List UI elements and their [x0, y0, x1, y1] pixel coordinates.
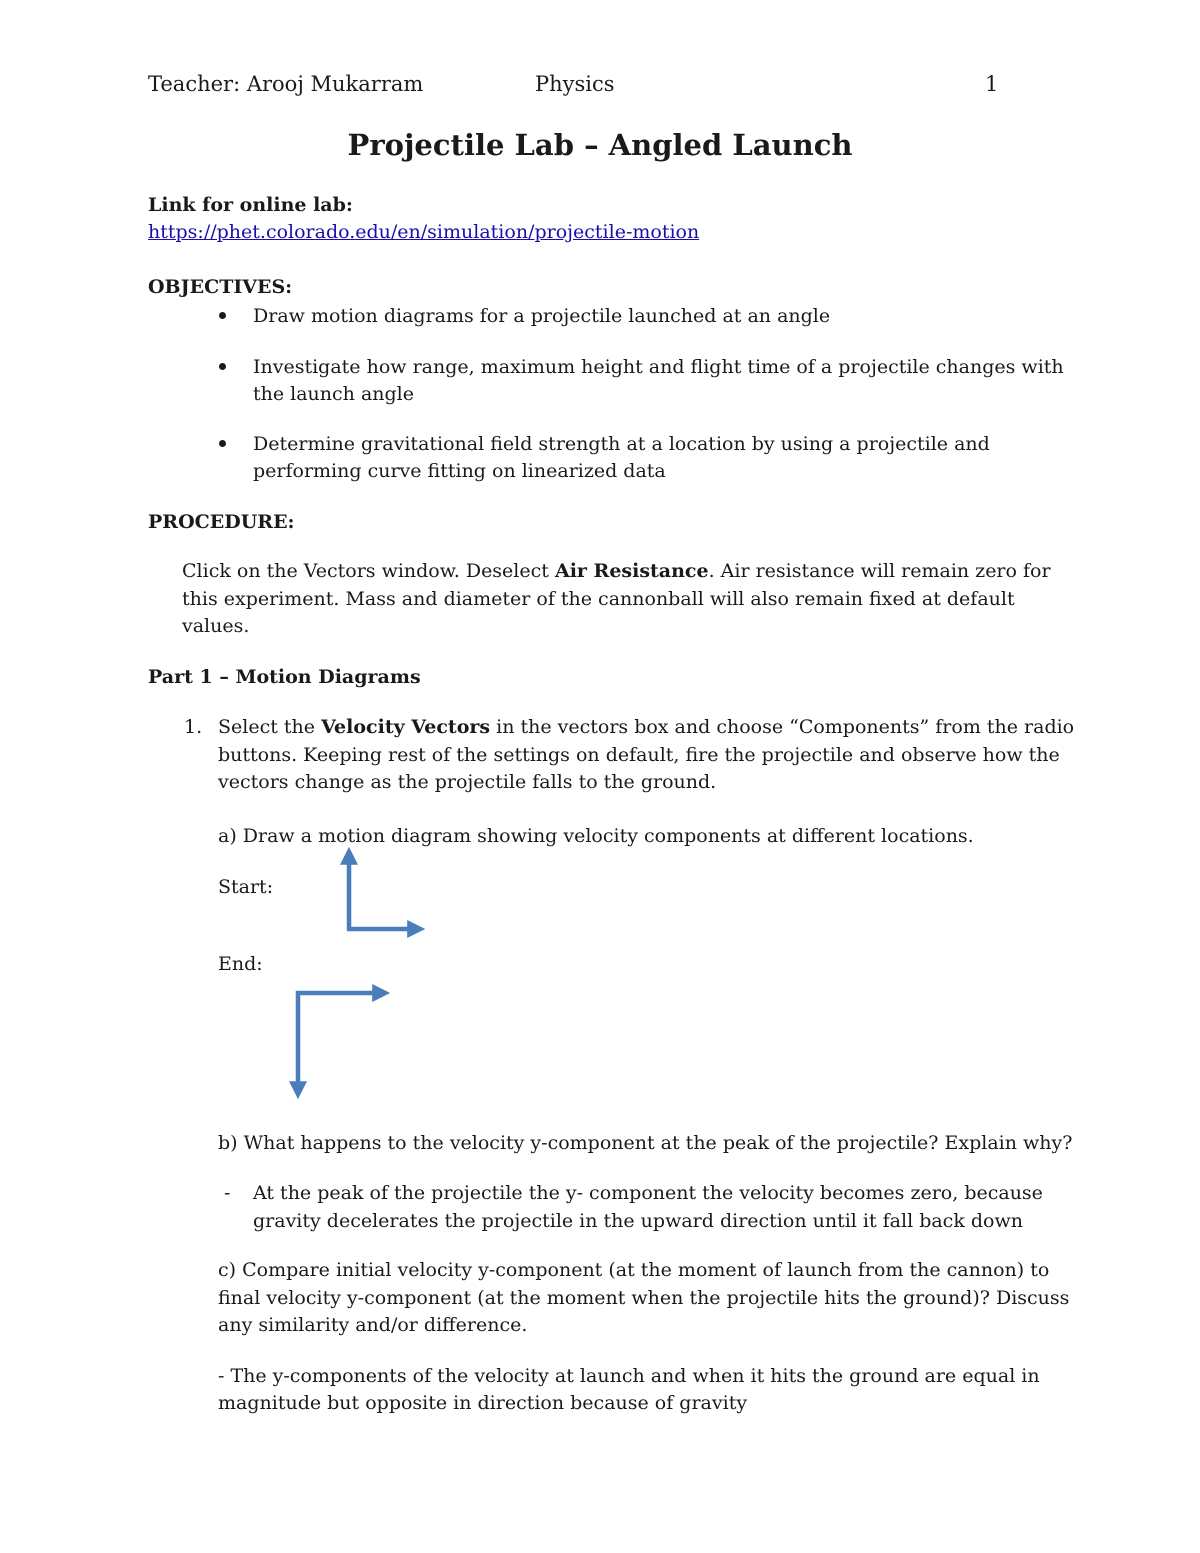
page-title: Projectile Lab – Angled Launch — [347, 128, 853, 162]
end-label: End: — [218, 953, 263, 975]
question-b: b) What happens to the velocity y-component at the peak of the projectile? Explain why? — [218, 1132, 1073, 1154]
link-label: Link for online lab: — [148, 194, 353, 216]
answer-b-dash: - — [224, 1182, 231, 1204]
bullet-icon — [219, 440, 226, 447]
simulation-link[interactable]: https://phet.colorado.edu/en/simulation/projectile-motion — [148, 221, 700, 243]
step-line-3: vectors change as the projectile falls to the ground. — [218, 771, 717, 793]
procedure-heading: PROCEDURE: — [148, 511, 295, 533]
header-subject: Physics — [535, 72, 615, 96]
answer-c-line-2: magnitude but opposite in direction because of gravity — [218, 1392, 748, 1414]
objective-1-line-1: Draw motion diagrams for a projectile launched at an angle — [253, 305, 831, 327]
start-label: Start: — [218, 876, 274, 898]
question-c-line-1: c) Compare initial velocity y-component (at the moment of launch from the cannon) to — [218, 1259, 1050, 1281]
step-line-1: Select the Velocity Vectors in the vectors box and choose “Components” from the radio — [218, 716, 1075, 738]
objective-2-line-2: the launch angle — [253, 383, 414, 405]
answer-b-line-2: gravity decelerates the projectile in the upward direction until it fall back down — [253, 1210, 1023, 1232]
procedure-line-3: values. — [182, 615, 250, 637]
question-c-line-3: any similarity and/or difference. — [218, 1314, 528, 1336]
objective-3-line-2: performing curve fitting on linearized data — [253, 460, 666, 482]
step-number: 1. — [184, 716, 203, 738]
objectives-heading: OBJECTIVES: — [148, 276, 293, 298]
air-resistance-term: Air Resistance — [554, 560, 709, 582]
part1-heading: Part 1 – Motion Diagrams — [148, 666, 421, 688]
objective-2-line-1: Investigate how range, maximum height and flight time of a projectile changes with — [253, 356, 1064, 378]
velocity-vectors-term: Velocity Vectors — [321, 716, 491, 738]
bullet-icon — [219, 363, 226, 370]
start-velocity-components-diagram — [330, 840, 430, 940]
question-c-line-2: final velocity y-component (at the moment when the projectile hits the ground)? Discuss — [218, 1287, 1070, 1309]
end-velocity-components-diagram — [285, 980, 395, 1105]
header-page-number: 1 — [985, 72, 999, 96]
bullet-icon — [219, 312, 226, 319]
step-line-2: buttons. Keeping rest of the settings on default, fire the projectile and observe how the — [218, 744, 1060, 766]
answer-b-line-1: At the peak of the projectile the y- component the velocity becomes zero, because — [253, 1182, 1043, 1204]
question-a: a) Draw a motion diagram showing velocity components at different locations. — [218, 825, 974, 847]
objective-3-line-1: Determine gravitational field strength at a location by using a projectile and — [253, 433, 990, 455]
header-teacher: Teacher: Arooj Mukarram — [148, 72, 424, 96]
procedure-line-2: this experiment. Mass and diameter of the cannonball will also remain fixed at default — [182, 588, 1015, 610]
answer-c-line-1: - The y-components of the velocity at launch and when it hits the ground are equal in — [218, 1365, 1040, 1387]
procedure-line-1: Click on the Vectors window. Deselect Air Resistance. Air resistance will remain zero for — [182, 560, 1051, 582]
